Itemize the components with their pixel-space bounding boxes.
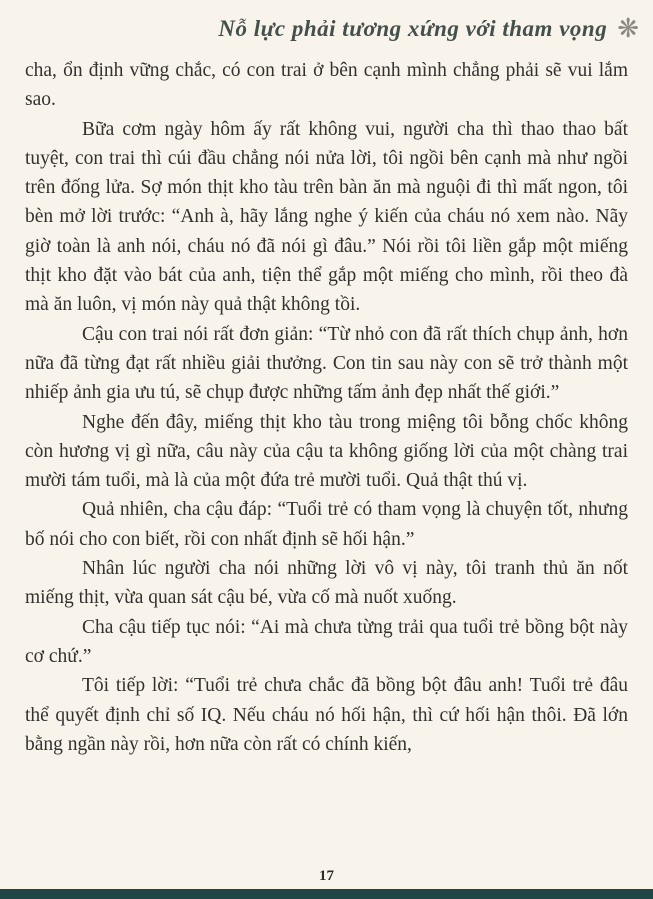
paragraph: Tôi tiếp lời: “Tuổi trẻ chưa chắc đã bồng bột đâu anh! Tuổi trẻ đâu thể quyết định chỉ số IQ. Nếu cháu nó hối hận, thì cứ hối hận thôi. Đã lớn bằng ngần này rồi, hơn nữa còn rất có chính kiến, <box>25 675 628 755</box>
page-body <box>0 46 653 759</box>
paragraph: Nghe đến đây, miếng thịt kho tàu trong miệng tôi bỗng chốc không còn hương vị gì nữa, câu này của cậu ta không giống lời của một chàng trai mười tám tuổi, mà là của một đứa trẻ mười tuổi. Quả thật thú vị. <box>25 411 628 492</box>
flower-ornament-icon: ❋ <box>617 14 639 43</box>
footer-decor-bar <box>0 889 653 899</box>
paragraph: Bữa cơm ngày hôm ấy rất không vui, người cha thì thao thao bất tuyệt, con trai thì cúi đầu chẳng nói nửa lời, tôi ngồi bên cạnh mà như ngồi trên đống lửa. Sợ món thịt kho tàu trên bàn ăn mà nguội đi thì mất ngon, tôi bèn mở lời trước: “Anh à, hãy lắng nghe ý kiến của cháu nó xem nào. Nãy giờ toàn là anh nói, cháu nó đã nói gì đâu.” Nói rồi tôi liền gắp một miếng thịt kho đặt vào bát của anh, tiện thể gắp một miếng cho mình, rồi theo đà mà ăn luôn, vị món này quả thật không tồi. <box>25 118 628 316</box>
paragraph: cha, ổn định vững chắc, có con trai ở bên cạnh mình chẳng phải sẽ vui lắm sao. <box>25 60 628 111</box>
page-footer <box>0 868 653 899</box>
paragraph: Cha cậu tiếp tục nói: “Ai mà chưa từng trải qua tuổi trẻ bồng bột này cơ chứ.” <box>25 616 628 667</box>
paragraph: Cậu con trai nói rất đơn giản: “Từ nhỏ con đã rất thích chụp ảnh, hơn nữa đã từng đạt rất nhiều giải thưởng. Con tin sau này con sẽ trở thành một nhiếp ảnh gia ưu tú, sẽ chụp được những tấm ảnh đẹp nhất thế giới.” <box>25 323 628 404</box>
running-header <box>0 0 653 46</box>
paragraph: Quả nhiên, cha cậu đáp: “Tuổi trẻ có tham vọng là chuyện tốt, nhưng bố nói cho con biết, rồi con nhất định sẽ hối hận.” <box>25 499 628 550</box>
paragraph: Nhân lúc người cha nói những lời vô vị này, tôi tranh thủ ăn nốt miếng thịt, vừa quan sát cậu bé, vừa cố mà nuốt xuống. <box>25 558 628 609</box>
page-number: 17 <box>319 868 334 884</box>
chapter-title: Nỗ lực phải tương xứng với tham vọng <box>218 16 608 41</box>
